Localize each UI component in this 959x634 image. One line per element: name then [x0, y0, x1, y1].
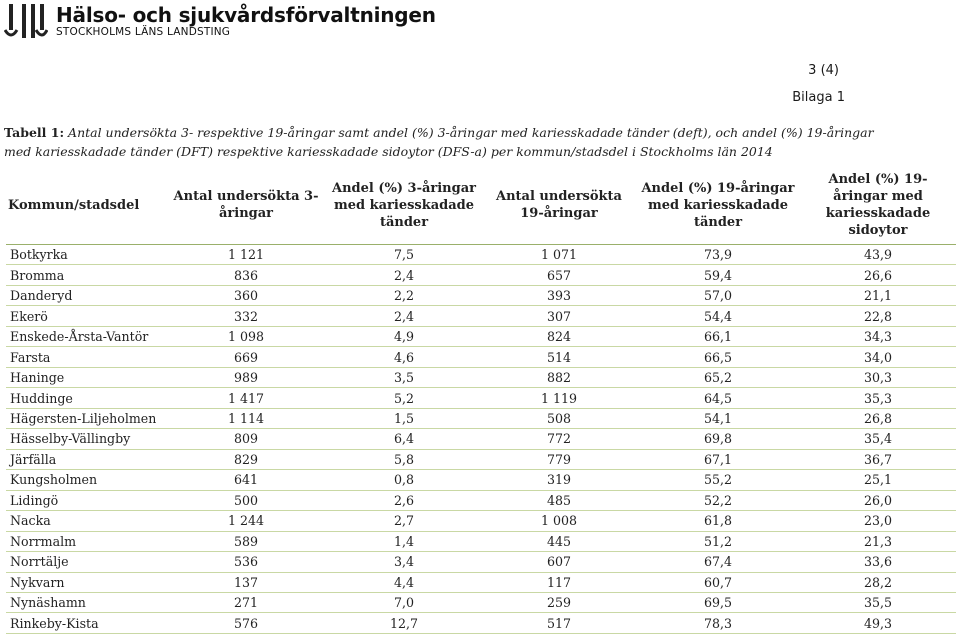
value-cell: 66,1: [636, 326, 800, 346]
value-cell: 51,2: [636, 531, 800, 551]
value-cell: 271: [166, 592, 326, 612]
appendix-label: Bilaga 1: [792, 90, 845, 105]
value-cell: 60,7: [636, 572, 800, 592]
municipality-cell: Järfälla: [6, 449, 166, 469]
value-cell: 576: [166, 613, 326, 633]
table-row: [6, 245, 956, 265]
value-cell: 445: [482, 531, 636, 551]
table-row: [6, 347, 956, 367]
value-cell: 824: [482, 326, 636, 346]
value-cell: 3,5: [326, 367, 482, 387]
municipality-cell: Nynäshamn: [6, 592, 166, 612]
value-cell: 28,2: [800, 572, 956, 592]
value-cell: 319: [482, 470, 636, 490]
value-cell: 589: [166, 531, 326, 551]
value-cell: 117: [482, 572, 636, 592]
table-row: [6, 613, 956, 633]
caries-table: [6, 166, 956, 634]
municipality-cell: Hägersten-Liljeholmen: [6, 408, 166, 428]
value-cell: 669: [166, 347, 326, 367]
municipality-cell: Farsta: [6, 347, 166, 367]
value-cell: 21,1: [800, 285, 956, 305]
value-cell: 7,5: [326, 245, 482, 265]
value-cell: 836: [166, 265, 326, 285]
value-cell: 4,6: [326, 347, 482, 367]
value-cell: 52,2: [636, 490, 800, 510]
municipality-cell: Nacka: [6, 511, 166, 531]
table-row: [6, 306, 956, 326]
organization-subtitle: STOCKHOLMS LÄNS LANDSTING: [56, 26, 231, 38]
value-cell: 73,9: [636, 245, 800, 265]
value-cell: 1 244: [166, 511, 326, 531]
value-cell: 43,9: [800, 245, 956, 265]
value-cell: 508: [482, 408, 636, 428]
value-cell: 35,3: [800, 388, 956, 408]
value-cell: 772: [482, 429, 636, 449]
value-cell: 0,8: [326, 470, 482, 490]
value-cell: 4,9: [326, 326, 482, 346]
value-cell: 21,3: [800, 531, 956, 551]
municipality-cell: Norrmalm: [6, 531, 166, 551]
value-cell: 49,3: [800, 613, 956, 633]
value-cell: 1 098: [166, 326, 326, 346]
table-row: [6, 511, 956, 531]
table-body: [6, 245, 956, 634]
value-cell: 4,4: [326, 572, 482, 592]
value-cell: 1 114: [166, 408, 326, 428]
value-cell: 7,0: [326, 592, 482, 612]
value-cell: 65,2: [636, 367, 800, 387]
value-cell: 1 119: [482, 388, 636, 408]
table-row: [6, 388, 956, 408]
value-cell: 67,1: [636, 449, 800, 469]
value-cell: 779: [482, 449, 636, 469]
table-row: [6, 490, 956, 510]
municipality-cell: Huddinge: [6, 388, 166, 408]
municipality-cell: Kungsholmen: [6, 470, 166, 490]
value-cell: 259: [482, 592, 636, 612]
value-cell: 2,2: [326, 285, 482, 305]
column-header: Antal undersökta 19-åringar: [496, 189, 622, 221]
municipality-cell: Ekerö: [6, 306, 166, 326]
value-cell: 485: [482, 490, 636, 510]
value-cell: 2,4: [326, 306, 482, 326]
table-row: [6, 592, 956, 612]
value-cell: 78,3: [636, 613, 800, 633]
value-cell: 69,8: [636, 429, 800, 449]
value-cell: 393: [482, 285, 636, 305]
municipality-cell: Haninge: [6, 367, 166, 387]
value-cell: 55,2: [636, 470, 800, 490]
column-header: Andel (%) 19-åringar med kariesskadade tänder: [641, 180, 795, 230]
value-cell: 360: [166, 285, 326, 305]
sll-logo-icon: [4, 4, 48, 40]
value-cell: 1,4: [326, 531, 482, 551]
value-cell: 12,7: [326, 613, 482, 633]
municipality-cell: Enskede-Årsta-Vantör: [6, 326, 166, 346]
value-cell: 514: [482, 347, 636, 367]
table-row: [6, 367, 956, 387]
value-cell: 54,1: [636, 408, 800, 428]
table-row: [6, 265, 956, 285]
value-cell: 35,5: [800, 592, 956, 612]
table-row: [6, 408, 956, 428]
value-cell: 34,3: [800, 326, 956, 346]
table-row: [6, 449, 956, 469]
caption-text: Antal undersökta 3- respektive 19-åringar samt andel (%) 3-åringar med kariesskadade tänder (deft), och andel (%) 19-åringar med kariesskadade tänder (DFT) respektive kariesskadade sidoytor (DFS-a) per kommun/stadsdel i Stockholms län 2014: [4, 125, 874, 159]
value-cell: 989: [166, 367, 326, 387]
value-cell: 2,7: [326, 511, 482, 531]
value-cell: 35,4: [800, 429, 956, 449]
column-header: Antal undersökta 3-åringar: [173, 189, 319, 221]
value-cell: 2,4: [326, 265, 482, 285]
municipality-cell: Nykvarn: [6, 572, 166, 592]
table-row: [6, 572, 956, 592]
municipality-cell: Norrtälje: [6, 552, 166, 572]
value-cell: 641: [166, 470, 326, 490]
value-cell: 26,6: [800, 265, 956, 285]
value-cell: 36,7: [800, 449, 956, 469]
municipality-cell: Rinkeby-Kista: [6, 613, 166, 633]
table-row: [6, 326, 956, 346]
caption-label: Tabell 1:: [4, 125, 65, 140]
value-cell: 536: [166, 552, 326, 572]
table-row: [6, 531, 956, 551]
value-cell: 23,0: [800, 511, 956, 531]
value-cell: 59,4: [636, 265, 800, 285]
value-cell: 61,8: [636, 511, 800, 531]
value-cell: 657: [482, 265, 636, 285]
column-header: Kommun/stadsdel: [8, 197, 140, 213]
value-cell: 882: [482, 367, 636, 387]
municipality-cell: Hässelby-Vällingby: [6, 429, 166, 449]
value-cell: 500: [166, 490, 326, 510]
value-cell: 66,5: [636, 347, 800, 367]
value-cell: 2,6: [326, 490, 482, 510]
column-header: Andel (%) 19-åringar med kariesskadade sidoytor: [825, 172, 931, 238]
table-header-row: [6, 166, 956, 245]
page-header: [4, 4, 436, 40]
table-row: [6, 552, 956, 572]
organization: [56, 4, 436, 38]
value-cell: 54,4: [636, 306, 800, 326]
value-cell: 67,4: [636, 552, 800, 572]
value-cell: 69,5: [636, 592, 800, 612]
value-cell: 64,5: [636, 388, 800, 408]
value-cell: 332: [166, 306, 326, 326]
page-number: 3 (4): [808, 63, 839, 78]
value-cell: 5,8: [326, 449, 482, 469]
value-cell: 1 071: [482, 245, 636, 265]
value-cell: 30,3: [800, 367, 956, 387]
value-cell: 1,5: [326, 408, 482, 428]
table-row: [6, 285, 956, 305]
value-cell: 829: [166, 449, 326, 469]
value-cell: 1 121: [166, 245, 326, 265]
column-header: Andel (%) 3-åringar med kariesskadade tänder: [331, 180, 476, 230]
value-cell: 307: [482, 306, 636, 326]
value-cell: 3,4: [326, 552, 482, 572]
value-cell: 517: [482, 613, 636, 633]
value-cell: 57,0: [636, 285, 800, 305]
municipality-cell: Danderyd: [6, 285, 166, 305]
value-cell: 33,6: [800, 552, 956, 572]
value-cell: 137: [166, 572, 326, 592]
table-caption: [4, 123, 904, 161]
municipality-cell: Lidingö: [6, 490, 166, 510]
value-cell: 25,1: [800, 470, 956, 490]
value-cell: 607: [482, 552, 636, 572]
organization-name: Hälso- och sjukvårdsförvaltningen: [56, 3, 436, 27]
value-cell: 1 008: [482, 511, 636, 531]
value-cell: 1 417: [166, 388, 326, 408]
value-cell: 5,2: [326, 388, 482, 408]
table-row: [6, 470, 956, 490]
value-cell: 26,0: [800, 490, 956, 510]
value-cell: 809: [166, 429, 326, 449]
value-cell: 22,8: [800, 306, 956, 326]
municipality-cell: Bromma: [6, 265, 166, 285]
municipality-cell: Botkyrka: [6, 245, 166, 265]
value-cell: 6,4: [326, 429, 482, 449]
value-cell: 34,0: [800, 347, 956, 367]
value-cell: 26,8: [800, 408, 956, 428]
table-row: [6, 429, 956, 449]
